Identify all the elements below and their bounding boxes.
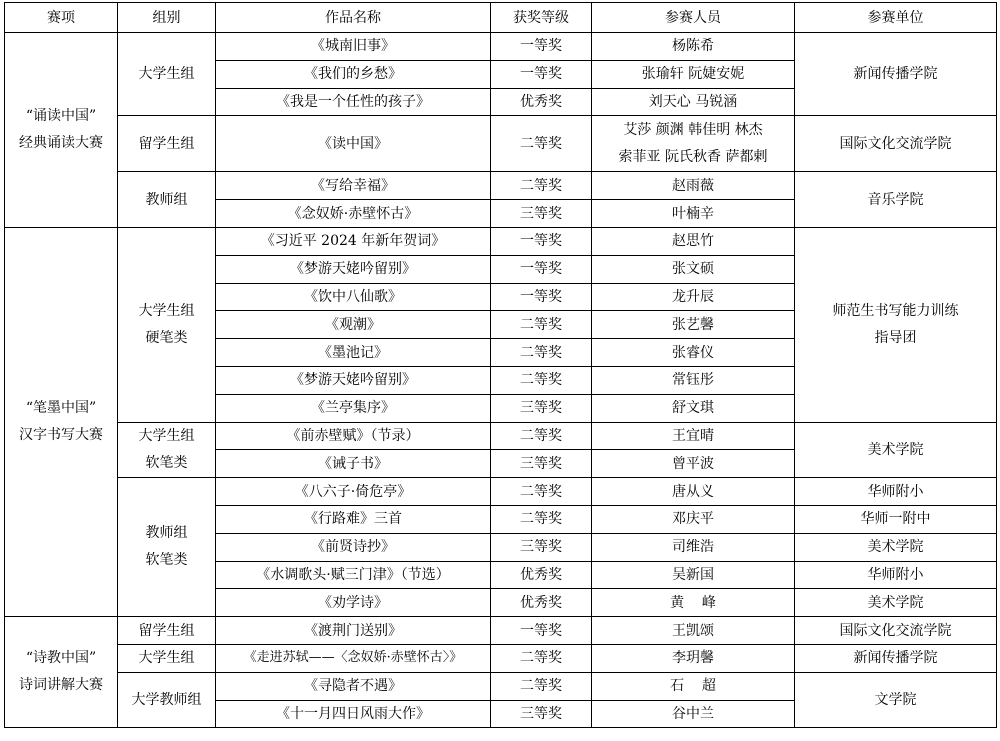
table-row <box>5 617 997 645</box>
unit-cell: 美术学院 <box>795 589 997 617</box>
members-cell: 赵思竹 <box>592 227 795 255</box>
award-cell: 二等奖 <box>491 339 592 367</box>
award-cell: 三等奖 <box>491 700 592 728</box>
event-line: “笔墨中国” <box>25 400 97 417</box>
work-cell: 《我们的乡愁》 <box>216 60 491 88</box>
members-cell: 唐从义 <box>592 478 795 506</box>
group-line: 教师组 <box>145 525 188 542</box>
work-cell: 《墨池记》 <box>216 339 491 367</box>
table-row <box>5 33 997 61</box>
award-cell: 一等奖 <box>491 60 592 88</box>
members-cell: 赵雨薇 <box>592 172 795 200</box>
members-cell: 叶楠辛 <box>592 200 795 228</box>
work-cell: 《行路难》三首 <box>216 505 491 533</box>
header-award: 获奖等级 <box>491 3 592 33</box>
group-cell: 大学生组 <box>118 33 216 116</box>
event-line: 诗词讲解大赛 <box>19 677 103 694</box>
members-cell: 张文硕 <box>592 255 795 283</box>
unit-cell: 美术学院 <box>795 422 997 478</box>
award-cell: 二等奖 <box>491 478 592 506</box>
table-row <box>5 478 997 506</box>
work-cell: 《寻隐者不遇》 <box>216 672 491 700</box>
members-cell: 刘天心 马锐涵 <box>592 88 795 116</box>
group-cell <box>118 422 216 478</box>
work-cell: 《梦游天姥吟留别》 <box>216 366 491 394</box>
award-cell: 二等奖 <box>491 644 592 672</box>
group-line: 硬笔类 <box>145 329 188 346</box>
work-cell: 《写给幸福》 <box>216 172 491 200</box>
table-row <box>5 116 997 172</box>
unit-cell: 华师附小 <box>795 561 997 589</box>
work-cell: 《梦游天姥吟留别》 <box>216 255 491 283</box>
header-row <box>5 3 997 33</box>
award-cell: 优秀奖 <box>491 589 592 617</box>
award-cell: 二等奖 <box>491 505 592 533</box>
award-cell: 二等奖 <box>491 116 592 172</box>
work-cell: 《念奴娇·赤壁怀古》 <box>216 200 491 228</box>
members-cell: 舒文琪 <box>592 394 795 422</box>
unit-cell <box>795 227 997 422</box>
award-cell: 二等奖 <box>491 422 592 450</box>
header-event: 赛项 <box>5 3 118 33</box>
unit-cell: 新闻传播学院 <box>795 33 997 116</box>
event-cell <box>5 33 118 228</box>
award-cell: 优秀奖 <box>491 88 592 116</box>
group-cell: 教师组 <box>118 172 216 228</box>
work-cell: 《十一月四日风雨大作》 <box>216 700 491 728</box>
work-cell: 《观潮》 <box>216 311 491 339</box>
group-cell <box>118 478 216 617</box>
work-cell: 《劝学诗》 <box>216 589 491 617</box>
table-row <box>5 172 997 200</box>
members-cell: 常钰彤 <box>592 366 795 394</box>
work-cell: 《水调歌头·赋三门津》（节选） <box>216 561 491 589</box>
award-cell: 一等奖 <box>491 227 592 255</box>
unit-cell: 新闻传播学院 <box>795 644 997 672</box>
group-line: 大学生组 <box>138 302 195 319</box>
work-cell: 《渡荆门送别》 <box>216 617 491 645</box>
members-line: 艾莎 颜渊 韩佳明 林杰 <box>623 121 763 138</box>
award-cell: 三等奖 <box>491 533 592 561</box>
members-cell: 石 超 <box>592 672 795 700</box>
group-line: 软笔类 <box>145 454 188 471</box>
event-line: 经典诵读大赛 <box>19 134 103 151</box>
event-line: “诗教中国” <box>25 650 97 667</box>
work-cell: 《走进苏轼——〈念奴娇·赤壁怀古〉》 <box>216 644 491 672</box>
members-cell: 杨陈希 <box>592 33 795 61</box>
table-row <box>5 672 997 700</box>
unit-cell: 华师一附中 <box>795 505 997 533</box>
members-cell: 王宜晴 <box>592 422 795 450</box>
group-cell: 大学教师组 <box>118 672 216 728</box>
award-cell: 二等奖 <box>491 172 592 200</box>
unit-cell: 音乐学院 <box>795 172 997 228</box>
work-cell: 《我是一个任性的孩子》 <box>216 88 491 116</box>
work-cell: 《前贤诗抄》 <box>216 533 491 561</box>
members-cell: 张瑜轩 阮婕安妮 <box>592 60 795 88</box>
event-line: “诵读中国” <box>25 107 97 124</box>
award-cell: 二等奖 <box>491 311 592 339</box>
members-cell: 龙升辰 <box>592 283 795 311</box>
award-cell: 三等奖 <box>491 450 592 478</box>
award-cell: 一等奖 <box>491 617 592 645</box>
group-line: 软笔类 <box>145 552 188 569</box>
header-unit: 参赛单位 <box>795 3 997 33</box>
members-cell: 司维浩 <box>592 533 795 561</box>
work-cell: 《习近平 2024 年新年贺词》 <box>216 227 491 255</box>
table-row <box>5 227 997 255</box>
work-cell: 《八六子·倚危亭》 <box>216 478 491 506</box>
unit-line: 指导团 <box>874 329 917 346</box>
award-cell: 三等奖 <box>491 200 592 228</box>
work-cell: 《兰亭集序》 <box>216 394 491 422</box>
award-cell: 一等奖 <box>491 255 592 283</box>
group-line: 大学生组 <box>138 427 195 444</box>
members-cell: 吴新国 <box>592 561 795 589</box>
work-cell: 《诫子书》 <box>216 450 491 478</box>
award-cell: 二等奖 <box>491 672 592 700</box>
award-cell: 优秀奖 <box>491 561 592 589</box>
event-cell <box>5 227 118 616</box>
group-cell: 留学生组 <box>118 116 216 172</box>
work-cell: 《读中国》 <box>216 116 491 172</box>
work-cell: 《饮中八仙歌》 <box>216 283 491 311</box>
members-cell: 李玥馨 <box>592 644 795 672</box>
unit-line: 师范生书写能力训练 <box>832 302 959 319</box>
table-row <box>5 422 997 450</box>
table-row <box>5 644 997 672</box>
members-cell: 黄 峰 <box>592 589 795 617</box>
event-cell <box>5 617 118 728</box>
group-cell: 留学生组 <box>118 617 216 645</box>
group-cell <box>118 227 216 422</box>
members-cell: 张艺馨 <box>592 311 795 339</box>
members-cell: 谷中兰 <box>592 700 795 728</box>
award-cell: 一等奖 <box>491 33 592 61</box>
members-cell: 邓庆平 <box>592 505 795 533</box>
work-cell: 《城南旧事》 <box>216 33 491 61</box>
header-group: 组别 <box>118 3 216 33</box>
group-cell: 大学生组 <box>118 644 216 672</box>
header-work: 作品名称 <box>216 3 491 33</box>
award-cell: 三等奖 <box>491 394 592 422</box>
event-line: 汉字书写大赛 <box>19 427 103 444</box>
header-members: 参赛人员 <box>592 3 795 33</box>
unit-cell: 国际文化交流学院 <box>795 617 997 645</box>
members-cell <box>592 116 795 172</box>
members-line: 索菲亚 阮氏秋香 萨都剌 <box>618 148 768 165</box>
unit-cell: 华师附小 <box>795 478 997 506</box>
members-cell: 张睿仪 <box>592 339 795 367</box>
work-cell: 《前赤壁赋》（节录） <box>216 422 491 450</box>
members-cell: 王凯颂 <box>592 617 795 645</box>
awards-table <box>4 2 997 728</box>
unit-cell: 文学院 <box>795 672 997 728</box>
unit-cell: 美术学院 <box>795 533 997 561</box>
award-cell: 二等奖 <box>491 366 592 394</box>
members-cell: 曾平波 <box>592 450 795 478</box>
award-cell: 一等奖 <box>491 283 592 311</box>
unit-cell: 国际文化交流学院 <box>795 116 997 172</box>
